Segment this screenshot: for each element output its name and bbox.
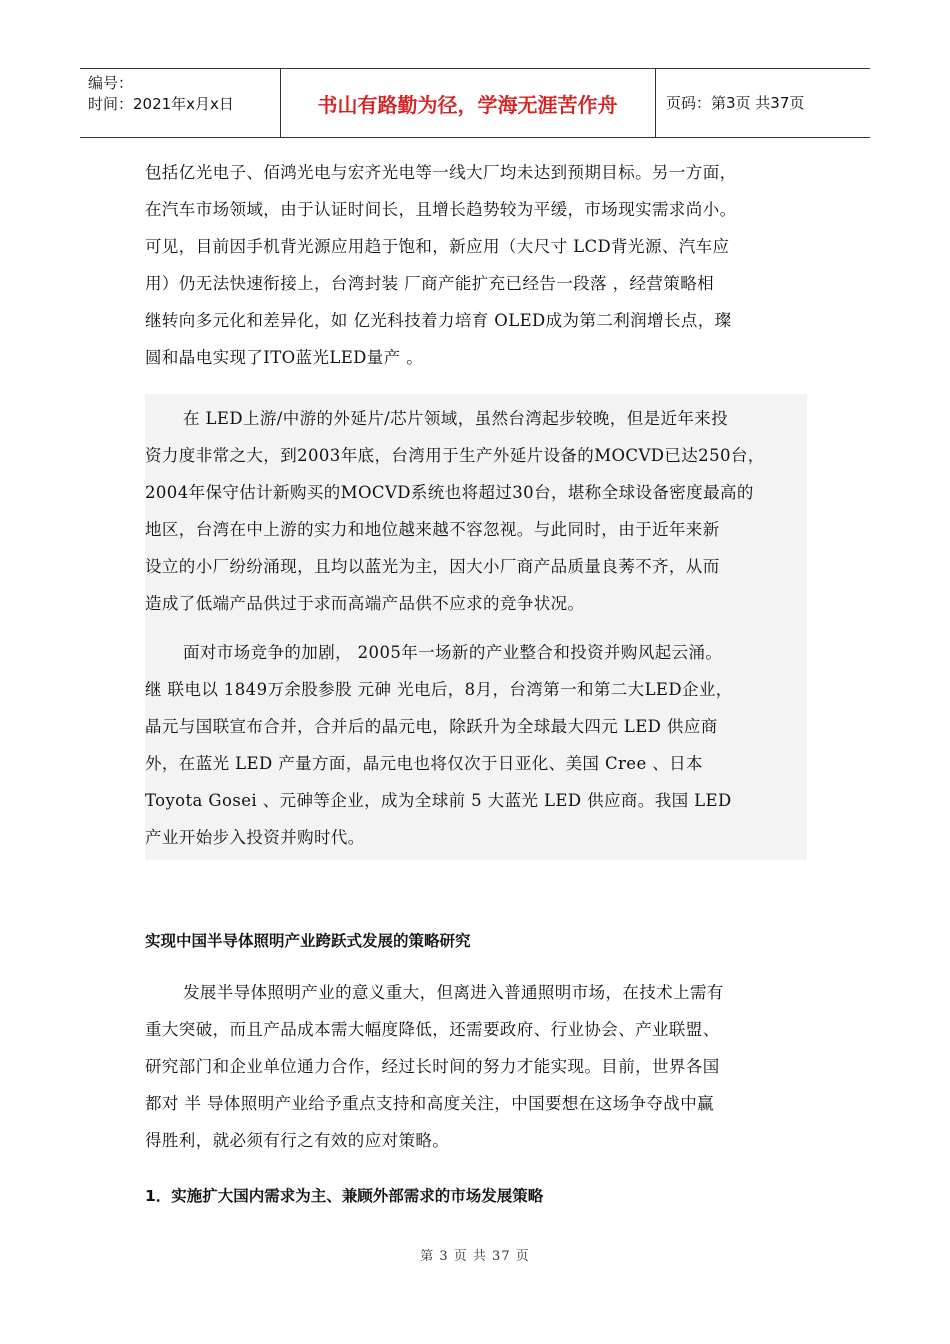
text-line: 用）仍无法快速衔接上，台湾封装 厂商产能扩充已经告一段落 ，经营策略相 bbox=[145, 274, 714, 293]
paragraph-4 bbox=[145, 974, 807, 1159]
paragraph-1 bbox=[145, 154, 807, 376]
text-line: 外，在蓝光 LED 产量方面，晶元电也将仅次于日亚化、美国 Cree 、日本 bbox=[145, 754, 703, 773]
text-line: 重大突破，而且产品成本需大幅度降低，还需要政府、行业协会、产业联盟、 bbox=[145, 1020, 720, 1039]
text-line: Toyota Gosei 、元砷等企业，成为全球前 5 大蓝光 LED 供应商。我国 LED bbox=[145, 791, 732, 810]
header-divider bbox=[655, 69, 656, 137]
text-line: 包括亿光电子、佰鸿光电与宏齐光电等一线大厂均未达到预期目标。另一方面， bbox=[145, 163, 737, 182]
header-motto: 书山有路勤为径，学海无涯苦作舟 bbox=[317, 93, 618, 117]
text-line: 继转向多元化和差异化，如 亿光科技着力培育 OLED成为第二利润增长点，璨 bbox=[145, 311, 732, 330]
text-line: 晶元与国联宣布合并，合并后的晶元电，除跃升为全球最大四元 LED 供应商 bbox=[145, 717, 718, 736]
text-line: 研究部门和企业单位通力合作，经过长时间的努力才能实现。目前，世界各国 bbox=[145, 1057, 720, 1076]
header-info bbox=[88, 73, 234, 115]
text-line: 2004年保守估计新购买的MOCVD系统也将超过30台，堪称全球设备密度最高的 bbox=[145, 483, 754, 502]
text-line: 都对 半 导体照明产业给予重点支持和高度关注，中国要想在这场争夺战中赢 bbox=[145, 1094, 714, 1113]
text-line: 圆和晶电实现了ITO蓝光LED量产 。 bbox=[145, 348, 424, 367]
text-line: 可见，目前因手机背光源应用趋于饱和，新应用（大尺寸 LCD背光源、汽车应 bbox=[145, 237, 730, 256]
text-line: 资力度非常之大，到2003年底，台湾用于生产外延片设备的MOCVD已达250台， bbox=[145, 446, 765, 465]
paragraph-2 bbox=[145, 394, 807, 622]
page-footer: 第 3 页 共 37 页 bbox=[420, 1249, 530, 1264]
text-line: 产业开始步入投资并购时代。 bbox=[145, 828, 365, 847]
document-number-label: 编号： bbox=[88, 74, 134, 92]
text-line: 在 LED上游/中游的外延片/芯片领域，虽然台湾起步较晚，但是近年来投 bbox=[183, 409, 729, 428]
text-line: 地区，台湾在中上游的实力和地位越来越不容忽视。与此同时，由于近年来新 bbox=[145, 520, 720, 539]
document-body bbox=[145, 154, 807, 1211]
section-title: 实现中国半导体照明产业跨跃式发展的策略研究 bbox=[145, 932, 471, 950]
paragraph-3 bbox=[145, 622, 807, 860]
text-line: 造成了低端产品供过于求而高端产品供不应求的竞争状况。 bbox=[145, 594, 585, 613]
subheading: 1．实施扩大国内需求为主、兼顾外部需求的市场发展策略 bbox=[145, 1187, 544, 1205]
text-line: 在汽车市场领域，由于认证时间长，且增长趋势较为平缓，市场现实需求尚小。 bbox=[145, 200, 737, 219]
text-line: 继 联电以 1849万余股参股 元砷 光电后，8月，台湾第一和第二大LED企业， bbox=[145, 680, 733, 699]
text-line: 发展半导体照明产业的意义重大，但离进入普通照明市场，在技术上需有 bbox=[183, 983, 724, 1002]
page-header bbox=[80, 68, 870, 138]
header-page-label: 页码：第3页 共37页 bbox=[666, 94, 805, 112]
text-line: 面对市场竞争的加剧， 2005年一场新的产业整合和投资并购风起云涌。 bbox=[183, 643, 723, 662]
document-date-label: 时间：2021年x月x日 bbox=[88, 95, 234, 113]
text-line: 设立的小厂纷纷涌现，且均以蓝光为主，因大小厂商产品质量良莠不齐，从而 bbox=[145, 557, 720, 576]
text-line: 得胜利，就必须有行之有效的应对策略。 bbox=[145, 1131, 450, 1150]
